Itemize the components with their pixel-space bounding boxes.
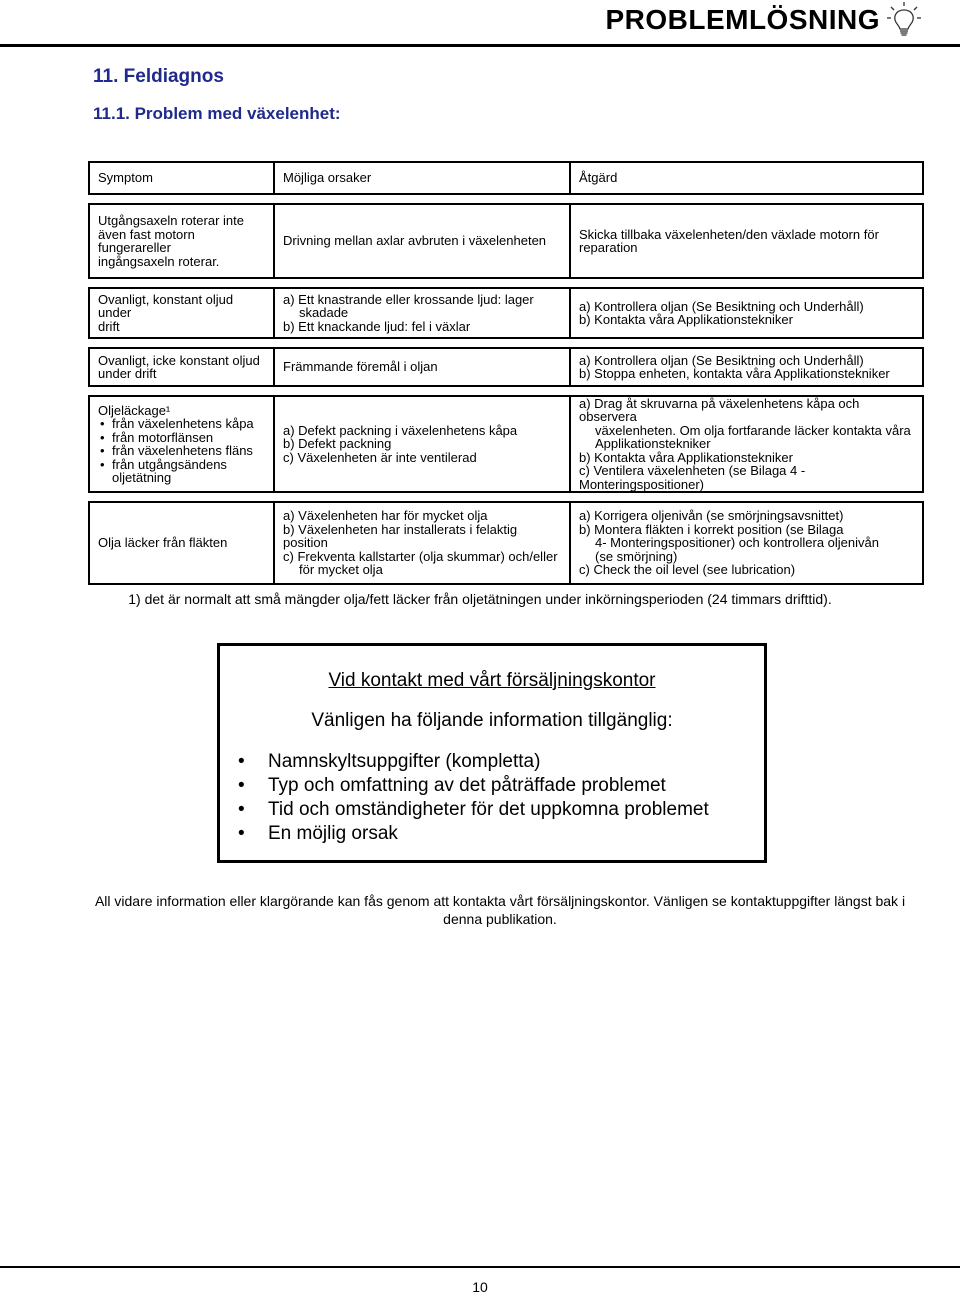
action-cell: a) Kontrollera oljan (Se Besiktning och Underhåll) b) Stoppa enheten, kontakta våra Applikationstekniker	[569, 347, 924, 387]
table-row	[88, 287, 926, 339]
list-item: • från växelenhetens fläns	[98, 444, 265, 458]
symptom-cell: Olja läcker från fläkten	[88, 501, 275, 585]
table-row	[88, 347, 926, 387]
symptom-cell: Oljeläckage¹ • från växelenhetens kåpa • från motorflänsen • från växelenhetens fläns • från utgångsändens oljetätning	[88, 395, 275, 493]
contact-info-list	[238, 750, 709, 846]
lightbulb-icon	[884, 0, 924, 40]
page-number: 10	[472, 1279, 488, 1295]
header-rule	[0, 44, 960, 47]
causes-cell: a) Defekt packning i växelenhetens kåpa b) Defekt packning c) Växelenheten är inte ventilerad	[273, 395, 571, 493]
section-heading: 11. Feldiagnos	[93, 66, 224, 87]
troubleshooting-table	[88, 161, 926, 585]
causes-cell: Främmande föremål i oljan	[273, 347, 571, 387]
footer-rule	[0, 1266, 960, 1268]
contact-box-subtitle: Vänligen ha följande information tillgänglig:	[311, 710, 673, 731]
list-item: • Tid och omständigheter för det uppkomna problemet	[238, 798, 709, 822]
table-row	[88, 203, 926, 279]
list-item: • Typ och omfattning av det påträffade problemet	[238, 774, 709, 798]
list-item: • En möjlig orsak	[238, 822, 709, 846]
symptom-cell: Utgångsaxeln roterar inte även fast motorn fungerareller ingångsaxeln roterar.	[88, 203, 275, 279]
action-cell: a) Drag åt skruvarna på växelenhetens kåpa och observera växelenheten. Om olja fortfarande läcker kontakta våra Applikationstekniker b) Kontakta våra Applikationstekniker c) Ventilera växelenheten (se Bilaga 4 - Monteringspositioner)	[569, 395, 924, 493]
footnote: 1) det är normalt att små mängder olja/fett läcker från oljetätningen under inkörningsperioden (24 timmars drifttid).	[128, 591, 832, 607]
page-header-title: PROBLEMLÖSNING	[605, 4, 880, 35]
list-item: • från växelenhetens kåpa	[98, 417, 265, 431]
list-item: • från motorflänsen	[98, 431, 265, 445]
action-cell: a) Korrigera oljenivån (se smörjningsavsnittet) b) Montera fläkten i korrekt position (se Bilaga 4- Monteringspositioner) och kontrollera oljenivån (se smörjning) c) Check the oil level (see lubrication)	[569, 501, 924, 585]
action-cell: Skicka tillbaka växelenheten/den växlade motorn för reparation	[569, 203, 924, 279]
causes-cell: a) Ett knastrande eller krossande ljud: lager skadade b) Ett knackande ljud: fel i växlar	[273, 287, 571, 339]
causes-cell: Drivning mellan axlar avbruten i växelenheten	[273, 203, 571, 279]
symptom-cell: Ovanligt, konstant oljud under drift	[88, 287, 275, 339]
table-row	[88, 501, 926, 585]
leak-source-list	[98, 417, 265, 485]
action-cell: a) Kontrollera oljan (Se Besiktning och Underhåll) b) Kontakta våra Applikationstekniker	[569, 287, 924, 339]
table-row	[88, 395, 926, 493]
header-action: Åtgärd	[569, 161, 924, 195]
header-symptom: Symptom	[88, 161, 275, 195]
closing-paragraph: All vidare information eller klargörande kan fås genom att kontakta vårt försäljningskontor. Vänligen se kontaktuppgifter längst bak i denna publikation.	[94, 893, 906, 927]
list-item: • från utgångsändens oljetätning	[98, 458, 265, 485]
causes-cell: a) Växelenheten har för mycket olja b) Växelenheten har installerats i felaktig position c) Frekventa kallstarter (olja skummar) och/eller för mycket olja	[273, 501, 571, 585]
header-causes: Möjliga orsaker	[273, 161, 571, 195]
table-header-row	[88, 161, 926, 195]
symptom-cell: Ovanligt, icke konstant oljud under drift	[88, 347, 275, 387]
subsection-heading: 11.1. Problem med växelenhet:	[93, 104, 341, 123]
list-item: • Namnskyltsuppgifter (kompletta)	[238, 750, 709, 774]
contact-info-box	[217, 643, 767, 863]
contact-box-title: Vid kontakt med vårt försäljningskontor	[328, 670, 656, 691]
